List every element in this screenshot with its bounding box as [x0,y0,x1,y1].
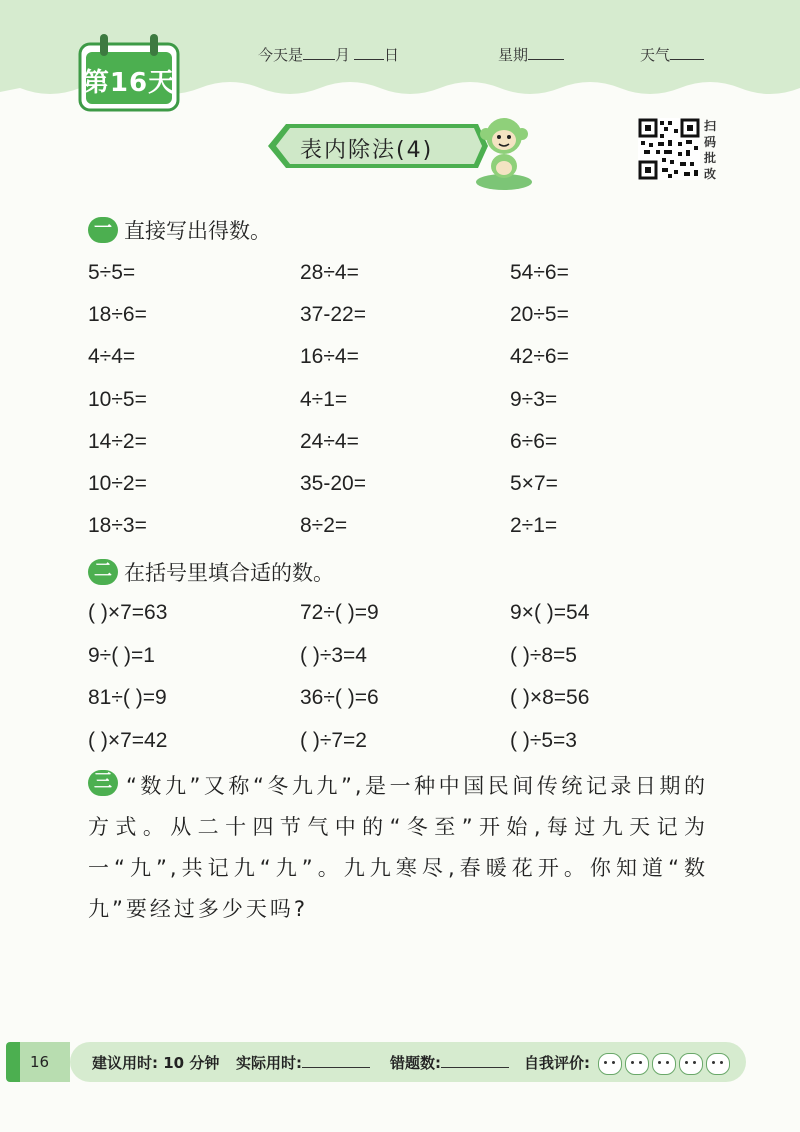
section-number-icon: 一 [88,217,118,243]
qr-code-icon[interactable] [638,118,700,180]
section-number-icon: 三 [88,770,118,796]
section-3-question: “数九”又称“冬九九”,是一种中国民间传统记录日期的方式。从二十四节气中的“冬至”开始,每过九天记为一“九”,共记九“九”。九九寒尽,春暖花开。你知道“数九”要经过多少天吗? [88,774,708,921]
section-2-title: 在括号里填合适的数。 [124,561,334,585]
qr-label-char: 批 [704,151,717,165]
division-problem: 35-20= [300,472,366,495]
day-blank[interactable] [354,45,384,60]
rating-face-icon[interactable] [706,1053,730,1075]
rating-face-icon[interactable] [598,1053,622,1075]
division-problem: 5÷5= [88,261,136,284]
fill-blank-problem: 72÷( )=9 [300,601,379,624]
division-problem: 4÷4= [88,345,136,369]
division-problem: 10÷5= [88,387,147,411]
rating-face-icon[interactable] [652,1053,676,1075]
actual-time-blank[interactable] [302,1055,370,1068]
division-problem: 42÷6= [510,345,569,369]
division-problem: 8÷2= [300,514,348,538]
division-problem: 6÷6= [510,429,558,453]
section-number-icon: 二 [88,559,118,585]
weather-label: 天气 [640,46,671,64]
division-problem: 18÷6= [88,303,147,327]
section-2-heading [88,557,334,587]
rating-face-icon[interactable] [679,1053,703,1075]
page-title: 表内除法(4) [300,138,434,163]
division-problem: 10÷2= [88,472,147,495]
division-problem: 9÷3= [510,387,558,411]
weather-blank[interactable] [670,45,704,60]
fill-blank-problem: ( )×7=63 [88,601,168,624]
division-problem: 16÷4= [300,345,359,369]
division-problem: 54÷6= [510,261,569,284]
month-blank[interactable] [303,45,335,60]
page-number: 16 [30,1053,50,1071]
division-problem: 5×7= [510,472,558,495]
qr-label-char: 改 [704,167,717,181]
weekday-label: 星期 [498,46,529,64]
fill-blank-problem: 81÷( )=9 [88,686,167,709]
division-problem: 24÷4= [300,429,359,453]
qr-label-char: 扫 [704,119,717,133]
division-problem: 28÷4= [300,261,359,284]
date-field[interactable] [258,44,399,65]
section-1-title: 直接写出得数。 [124,219,271,243]
qr-label [704,118,720,182]
month-label: 月 [335,46,351,64]
fill-blank-problem: ( )÷5=3 [510,728,577,752]
actual-time-label: 实际用时: [236,1054,302,1072]
weather-field[interactable] [640,44,704,65]
day-label: 日 [384,46,400,64]
fill-blank-problem: ( )÷3=4 [300,643,367,667]
section-1-heading [88,215,271,245]
weekday-field[interactable] [498,44,564,65]
monkey-mascot-icon [472,112,536,192]
fill-blank-problem: 9÷( )=1 [88,643,155,667]
today-label: 今天是 [258,46,304,64]
day-badge-label: 第16天 [82,68,176,98]
fill-blank-problem: ( )×8=56 [510,686,590,709]
qr-label-char: 码 [704,135,717,149]
fill-blank-problem: ( )÷8=5 [510,643,577,667]
division-problem: 4÷1= [300,387,348,411]
rating-face-icon[interactable] [625,1053,649,1075]
actual-time-field[interactable] [236,1052,370,1073]
self-eval-label: 自我评价: [524,1054,590,1072]
division-problem: 2÷1= [510,514,558,538]
fill-blank-problem: ( )÷7=2 [300,728,367,752]
fill-blank-problem: 9×( )=54 [510,601,590,624]
weekday-blank[interactable] [528,45,564,60]
errors-blank[interactable] [441,1055,509,1068]
self-eval-field [524,1052,730,1075]
errors-field[interactable] [390,1052,509,1073]
division-problem: 14÷2= [88,429,147,453]
suggested-time: 建议用时: 10 分钟 [92,1054,220,1072]
division-problem: 37-22= [300,303,366,327]
division-problem: 18÷3= [88,514,147,538]
errors-label: 错题数: [390,1054,441,1072]
fill-blank-problem: ( )×7=42 [88,728,168,752]
division-problem: 20÷5= [510,303,569,327]
fill-blank-problem: 36÷( )=6 [300,686,379,709]
